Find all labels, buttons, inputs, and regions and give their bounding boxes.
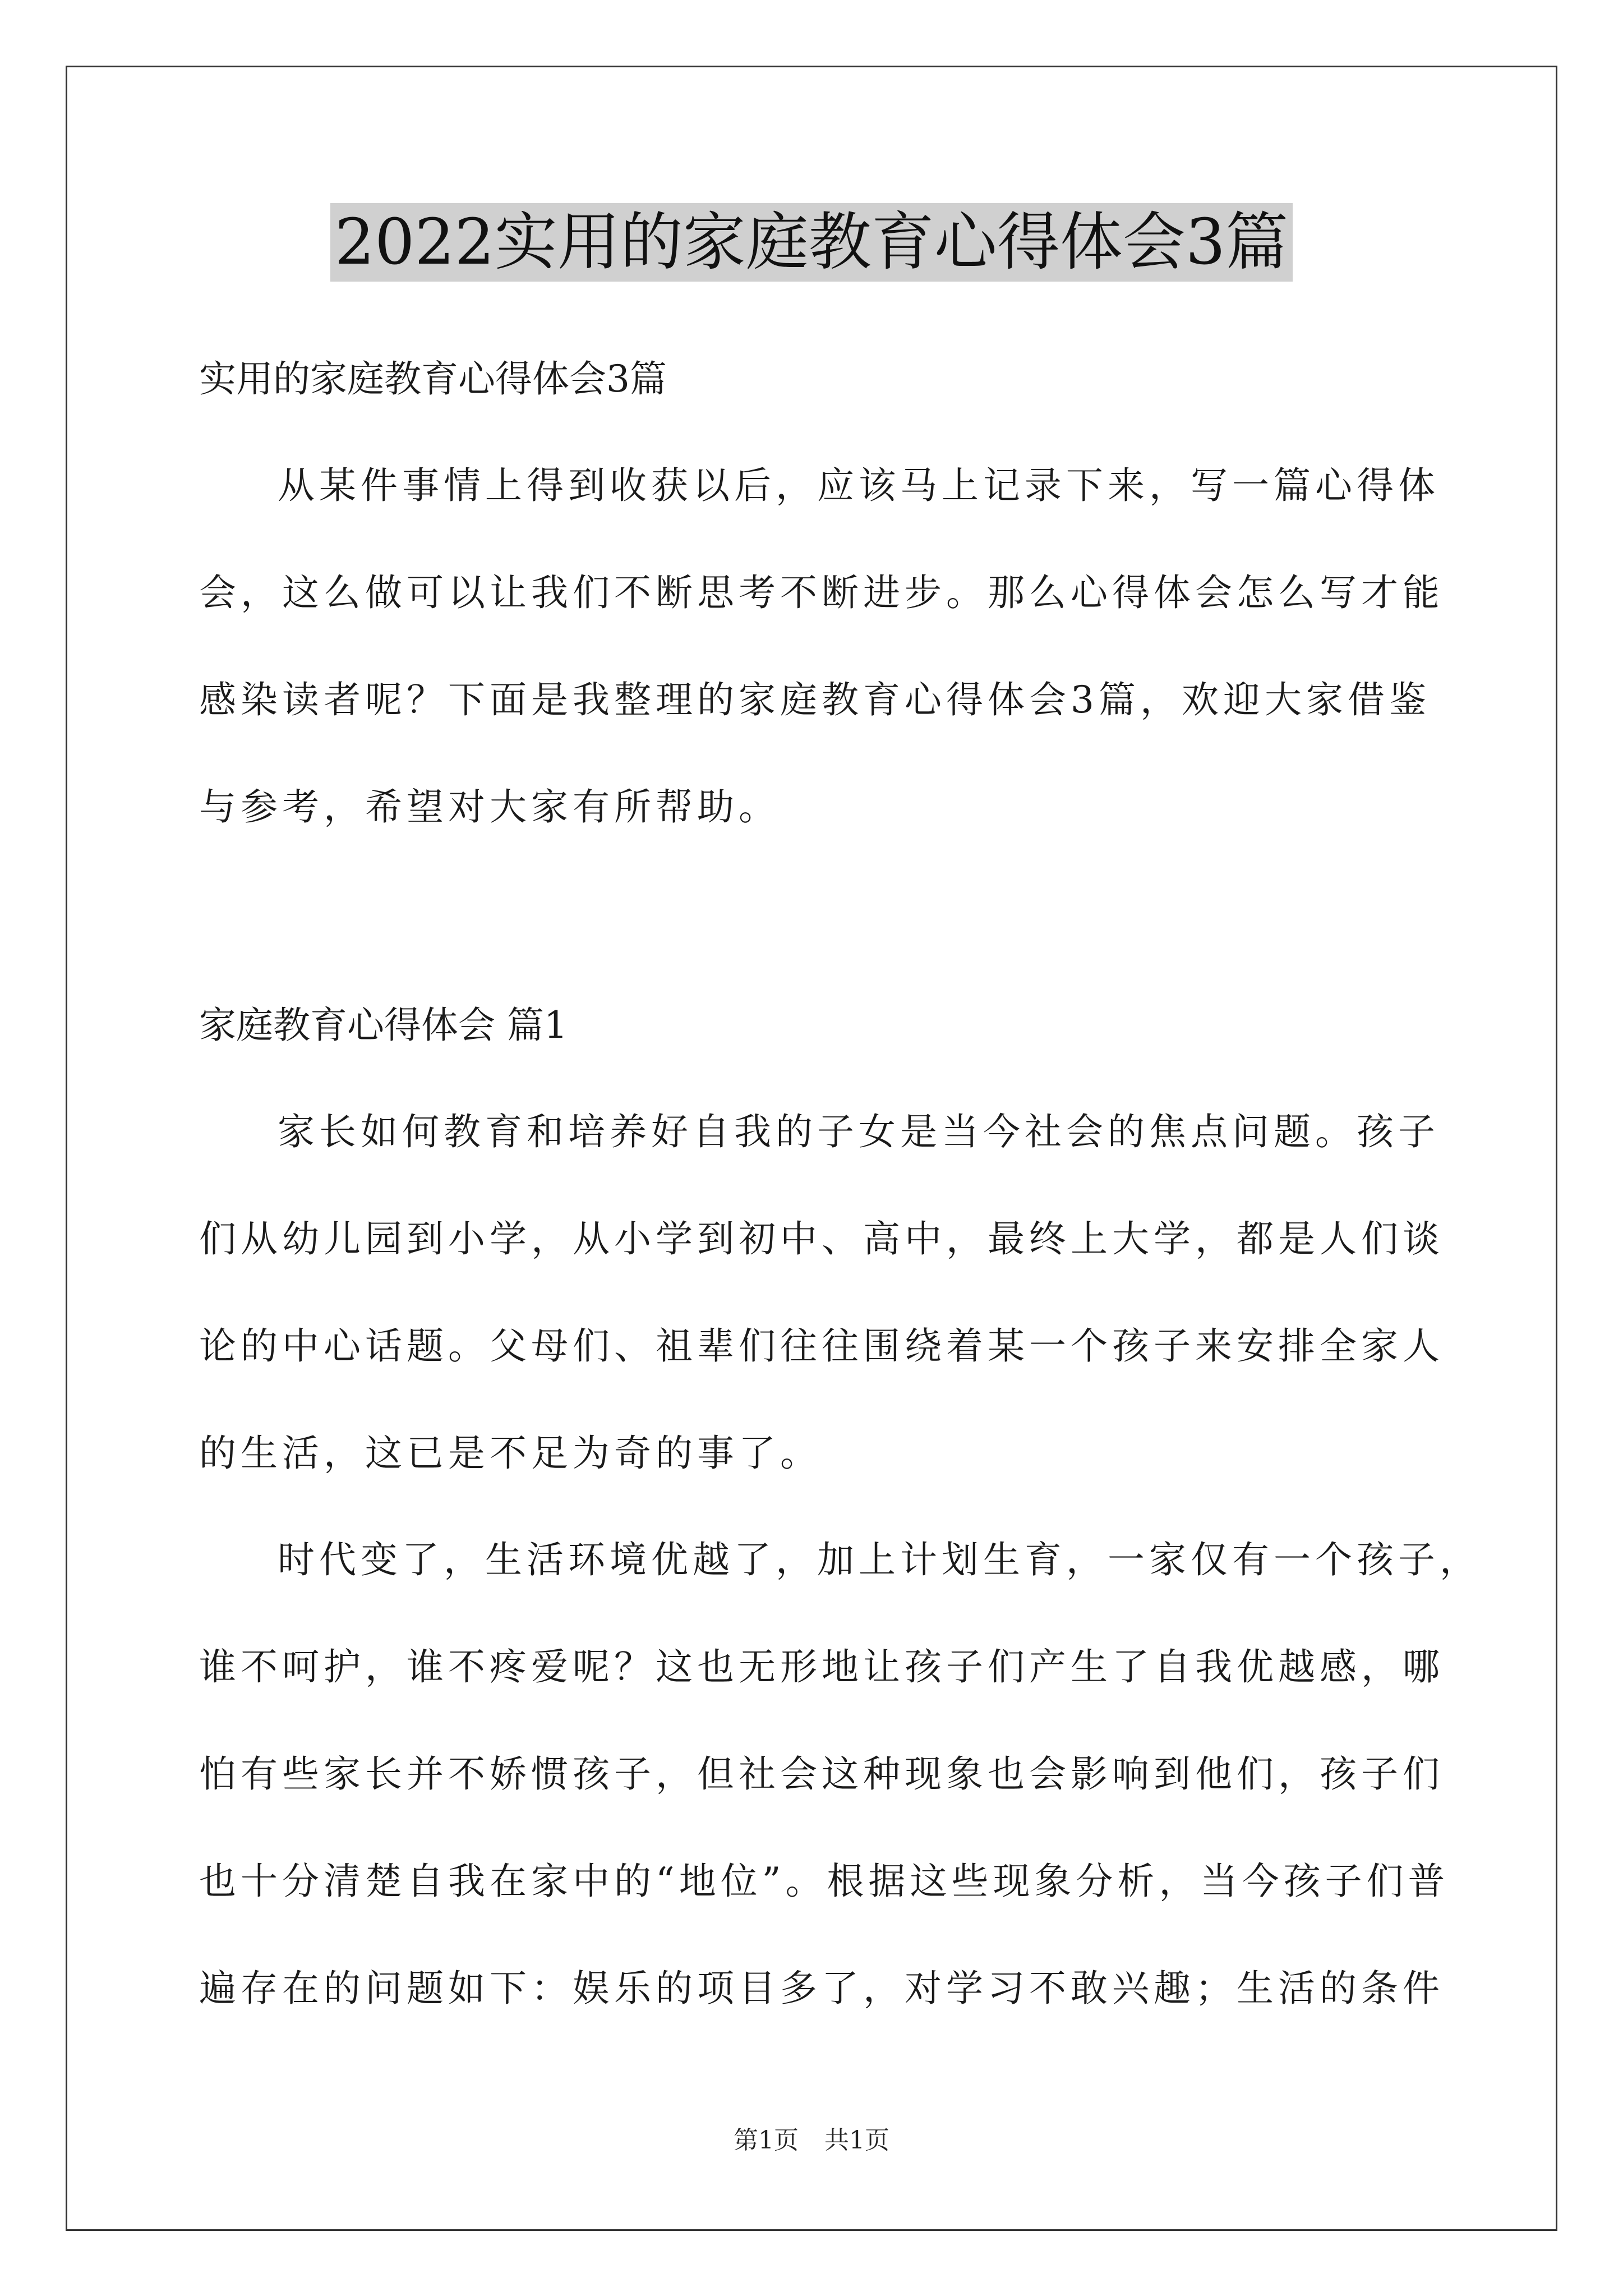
paragraph1-line: 的生活，这已是不足为奇的事了。 xyxy=(199,1432,822,1475)
page-number: 第1页 xyxy=(734,2126,799,2155)
paragraph2-line: 也十分清楚自我在家中的“地位”。根据这些现象分析，当今孩子们普 xyxy=(199,1860,1450,1903)
title-container xyxy=(0,203,1623,282)
paragraph2-line: 谁不呵护，谁不疼爱呢？这也无形地让孩子们产生了自我优越感，哪 xyxy=(199,1645,1444,1688)
paragraph2-line: 时代变了，生活环境优越了，加上计划生育，一家仅有一个孩子， xyxy=(278,1538,1481,1581)
paragraph1-line: 们从幼儿园到小学，从小学到初中、高中，最终上大学，都是人们谈 xyxy=(199,1217,1444,1260)
paragraph1-line: 家长如何教育和培养好自我的子女是当今社会的焦点问题。孩子 xyxy=(278,1110,1440,1153)
section-heading: 家庭教育心得体会 篇1 xyxy=(199,1004,568,1047)
intro-line: 与参考，希望对大家有所帮助。 xyxy=(199,785,780,829)
document-subtitle: 实用的家庭教育心得体会3篇 xyxy=(199,357,667,401)
intro-line: 从某件事情上得到收获以后，应该马上记录下来，写一篇心得体 xyxy=(278,464,1440,507)
paragraph1-line: 论的中心话题。父母们、祖辈们往往围绕着某一个孩子来安排全家人 xyxy=(199,1324,1444,1368)
intro-line: 感染读者呢？下面是我整理的家庭教育心得体会3篇，欢迎大家借鉴 xyxy=(199,678,1431,721)
intro-line: 会，这么做可以让我们不断思考不断进步。那么心得体会怎么写才能 xyxy=(199,571,1444,614)
document-title: 2022实用的家庭教育心得体会3篇 xyxy=(330,203,1293,282)
page-footer xyxy=(0,2125,1623,2156)
page-total: 共1页 xyxy=(824,2126,889,2155)
paragraph2-line: 怕有些家长并不娇惯孩子，但社会这种现象也会影响到他们，孩子们 xyxy=(199,1752,1444,1796)
paragraph2-line: 遍存在的问题如下：娱乐的项目多了，对学习不敢兴趣；生活的条件 xyxy=(199,1967,1444,2010)
